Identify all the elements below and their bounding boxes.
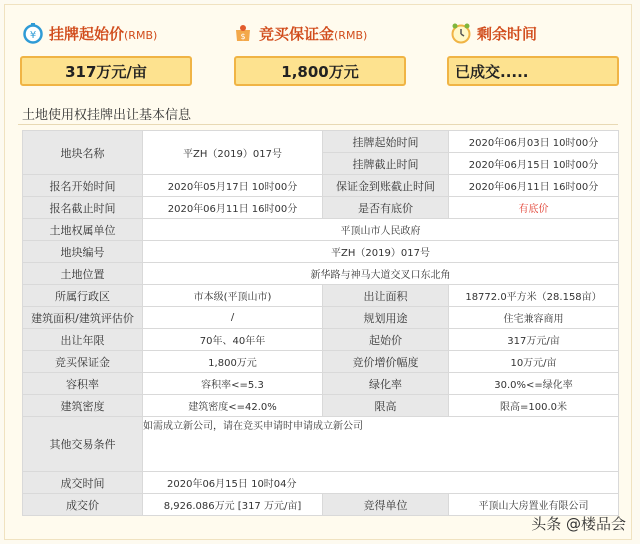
green-rate-value: 30.0%<=绿化率 — [449, 373, 619, 395]
height-limit-label: 限高 — [323, 395, 449, 417]
parcel-name-label: 地块名称 — [23, 131, 143, 175]
area-value: 18772.0平方米（28.158亩） — [449, 285, 619, 307]
remaining-header — [450, 18, 537, 48]
deal-price-label: 成交价 — [23, 494, 143, 516]
deal-time-value: 2020年06月15日 10时04分 — [143, 472, 619, 494]
signup-end-label: 报名截止时间 — [23, 197, 143, 219]
signup-start-label: 报名开始时间 — [23, 175, 143, 197]
table-row — [23, 285, 619, 307]
remaining-value: 已成交..... — [447, 56, 619, 86]
bid-increment-value: 10万元/亩 — [449, 351, 619, 373]
planned-use-label: 规划用途 — [323, 307, 449, 329]
table-row — [23, 241, 619, 263]
deposit-header — [232, 18, 367, 48]
table-row — [23, 307, 619, 329]
reserve-price-label: 是否有底价 — [323, 197, 449, 219]
building-area-label: 建筑面积/建筑评估价 — [23, 307, 143, 329]
watermark: 头条 @楼品会 — [531, 515, 626, 533]
stopwatch-icon — [22, 22, 44, 44]
bid-increment-label: 竞价增价幅度 — [323, 351, 449, 373]
table-row — [23, 351, 619, 373]
parcel-code-value: 平ZH（2019）017号 — [143, 241, 619, 263]
table-row — [23, 131, 619, 153]
green-rate-label: 绿化率 — [323, 373, 449, 395]
table-row — [23, 175, 619, 197]
other-conditions-label: 其他交易条件 — [23, 417, 143, 472]
table-row — [23, 395, 619, 417]
signup-end-value: 2020年06月11日 16时00分 — [143, 197, 323, 219]
location-label: 土地位置 — [23, 263, 143, 285]
density-label: 建筑密度 — [23, 395, 143, 417]
parcel-name-value: 平ZH（2019）017号 — [143, 131, 323, 175]
start-price-header — [22, 18, 157, 48]
start-price-value: 317万元/亩 — [20, 56, 192, 86]
height-limit-value: 限高=100.0米 — [449, 395, 619, 417]
location-value: 新华路与神马大道交叉口东北角 — [143, 263, 619, 285]
start-price-unit: (RMB) — [124, 28, 158, 42]
money-bag-icon — [232, 22, 254, 44]
listing-end-label: 挂牌截止时间 — [323, 153, 449, 175]
start-price-label: 挂牌起始价 — [49, 24, 125, 43]
district-value: 市本级(平顶山市) — [143, 285, 323, 307]
table-row — [23, 373, 619, 395]
table-row — [23, 417, 619, 472]
other-conditions-value: 如需成立新公司，请在竞买申请时申请成立新公司 — [143, 417, 619, 472]
land-owner-label: 土地权属单位 — [23, 219, 143, 241]
section-divider — [18, 124, 618, 125]
term-label: 出让年限 — [23, 329, 143, 351]
deposit-row-value: 1,800万元 — [143, 351, 323, 373]
building-area-value: / — [143, 307, 323, 329]
table-row — [23, 263, 619, 285]
term-value: 70年、40年年 — [143, 329, 323, 351]
land-owner-value: 平顶山市人民政府 — [143, 219, 619, 241]
deal-time-label: 成交时间 — [23, 472, 143, 494]
listing-start-value: 2020年06月03日 10时00分 — [449, 131, 619, 153]
reserve-price-value: 有底价 — [449, 197, 619, 219]
area-label: 出让面积 — [323, 285, 449, 307]
district-label: 所属行政区 — [23, 285, 143, 307]
deposit-row-label: 竞买保证金 — [23, 351, 143, 373]
table-row — [23, 197, 619, 219]
far-value: 容积率<=5.3 — [143, 373, 323, 395]
table-row — [23, 494, 619, 516]
table-row — [23, 472, 619, 494]
table-row — [23, 219, 619, 241]
start-price-row-value: 317万元/亩 — [449, 329, 619, 351]
section-title: 土地使用权挂牌出让基本信息 — [22, 108, 192, 123]
svg-text:¥: ¥ — [29, 30, 37, 41]
listing-start-label: 挂牌起始时间 — [323, 131, 449, 153]
density-value: 建筑密度<=42.0% — [143, 395, 323, 417]
planned-use-value: 住宅兼容商用 — [449, 307, 619, 329]
far-label: 容积率 — [23, 373, 143, 395]
deal-price-value: 8,926.086万元 [317 万元/亩] — [143, 494, 323, 516]
signup-start-value: 2020年05月17日 10时00分 — [143, 175, 323, 197]
parcel-code-label: 地块编号 — [23, 241, 143, 263]
start-price-row-label: 起始价 — [323, 329, 449, 351]
deposit-unit: (RMB) — [334, 28, 368, 42]
winner-label: 竞得单位 — [323, 494, 449, 516]
land-info-table — [22, 130, 619, 516]
deposit-value: 1,800万元 — [234, 56, 406, 86]
table-row — [23, 329, 619, 351]
deposit-label: 竞买保证金 — [259, 24, 335, 43]
remaining-label: 剩余时间 — [477, 24, 538, 43]
listing-end-value: 2020年06月15日 10时00分 — [449, 153, 619, 175]
winner-value: 平顶山大房置业有限公司 — [449, 494, 619, 516]
deposit-deadline-label: 保证金到账截止时间 — [323, 175, 449, 197]
svg-text:$: $ — [240, 32, 246, 41]
deposit-deadline-value: 2020年06月11日 16时00分 — [449, 175, 619, 197]
alarm-clock-icon — [450, 22, 472, 44]
